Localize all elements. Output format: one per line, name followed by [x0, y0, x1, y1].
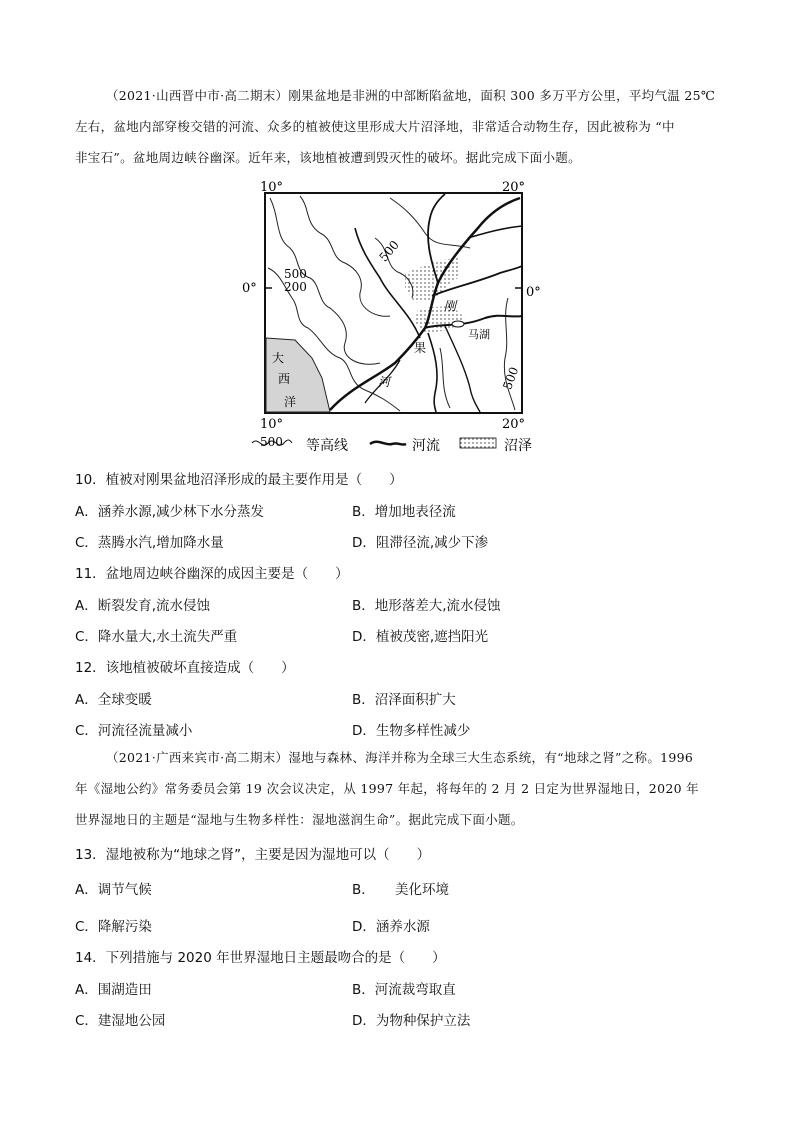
option-d[interactable]: D．植被茂密,遮挡阳光	[352, 629, 489, 645]
option-d[interactable]: D．为物种保护立法	[352, 1013, 471, 1029]
river-label: 果	[414, 341, 427, 355]
ocean-label: 西	[278, 372, 291, 386]
option-a[interactable]: A．涵养水源,减少林下水分蒸发	[75, 504, 265, 520]
intro2-line2: 年《湿地公约》常务委员会第 19 次会议决定，从 1997 年起，将每年的 2 月 2 日定为世界湿地日，2020 年	[75, 781, 699, 796]
lon-label-20-top: 20°	[502, 180, 526, 195]
intro2-line1: （2021·广西来宾市·高二期末）湿地与森林、海洋并称为全球三大生态系统，有“地球之肾”之称。1996	[106, 750, 694, 765]
option-c[interactable]: C．蒸腾水汽,增加降水量	[75, 535, 224, 551]
option-a[interactable]: A．全球变暖	[75, 692, 152, 708]
lat-label-0-right: 0°	[526, 285, 541, 300]
option-a[interactable]: A．调节气候	[75, 882, 152, 898]
lat-label-0-left: 0°	[242, 281, 257, 296]
legend-river-label: 河流	[412, 438, 440, 454]
option-c[interactable]: C．降水量大,水土流失严重	[75, 629, 238, 645]
lake-mai-ndombe	[452, 321, 464, 327]
intro1-line3: 非宝石”。盆地周边峡谷幽深。近年来，该地植被遭到毁灭性的破坏。据此完成下面小题。	[75, 150, 581, 165]
intro2-line3: 世界湿地日的主题是“湿地与生物多样性：湿地滋润生命”。据此完成下面小题。	[75, 812, 524, 827]
legend-contour-label: 等高线	[306, 438, 348, 454]
option-b[interactable]: B． 美化环境	[352, 882, 450, 898]
option-a[interactable]: A．断裂发育,流水侵蚀	[75, 598, 211, 614]
question-stem: 11．盆地周边峡谷幽深的成因主要是（ ）	[75, 566, 349, 582]
map-legend	[252, 435, 532, 454]
option-b[interactable]: B．河流裁弯取直	[352, 982, 456, 998]
lon-label-10-top: 10°	[260, 180, 284, 195]
contour-label: 500	[376, 237, 402, 265]
option-c[interactable]: C．降解污染	[75, 919, 152, 935]
option-b[interactable]: B．地形落差大,流水侵蚀	[352, 598, 501, 614]
question-stem: 12．该地植被破坏直接造成（ ）	[75, 660, 295, 676]
intro1-line2: 左右，盆地内部穿梭交错的河流、众多的植被使这里形成大片沼泽地，非常适合动物生存，因此被称为 “中	[75, 119, 675, 134]
legend-swamp-label: 沼泽	[504, 438, 532, 454]
option-d[interactable]: D．涵养水源	[352, 919, 430, 935]
intro1-line1: （2021·山西晋中市·高二期末）刚果盆地是非洲的中部断陷盆地，面积 300 多万平方公里，平均气温 25℃	[106, 88, 716, 103]
question-stem: 10．植被对刚果盆地沼泽形成的最主要作用是（ ）	[75, 472, 403, 488]
option-a[interactable]: A．围湖造田	[75, 982, 152, 998]
question-stem: 13．湿地被称为“地球之肾”，主要是因为湿地可以（ ）	[75, 847, 431, 863]
lon-label-10-bottom: 10°	[260, 417, 284, 432]
legend-contour-value: 500	[260, 435, 283, 449]
congo-basin-map	[240, 178, 550, 460]
option-d[interactable]: D．阻滞径流,减少下渗	[352, 535, 489, 551]
contour-label: 200	[284, 280, 307, 294]
option-b[interactable]: B．增加地表径流	[352, 504, 456, 520]
lon-label-20-bottom: 20°	[502, 417, 526, 432]
ocean-label: 大	[272, 351, 285, 365]
option-c[interactable]: C．建湿地公园	[75, 1013, 166, 1029]
contour-label: 500	[500, 365, 522, 392]
contour-label: 500	[284, 267, 307, 281]
question-stem: 14．下列措施与 2020 年世界湿地日主题最吻合的是（ ）	[75, 950, 446, 966]
river-label: 刚	[444, 299, 457, 313]
lake-label: 马湖	[468, 328, 490, 341]
option-b[interactable]: B．沼泽面积扩大	[352, 692, 456, 708]
ocean-label: 洋	[284, 395, 297, 409]
river-label: 河	[378, 375, 391, 389]
option-d[interactable]: D．生物多样性减少	[352, 723, 471, 739]
option-c[interactable]: C．河流径流量减小	[75, 723, 193, 739]
